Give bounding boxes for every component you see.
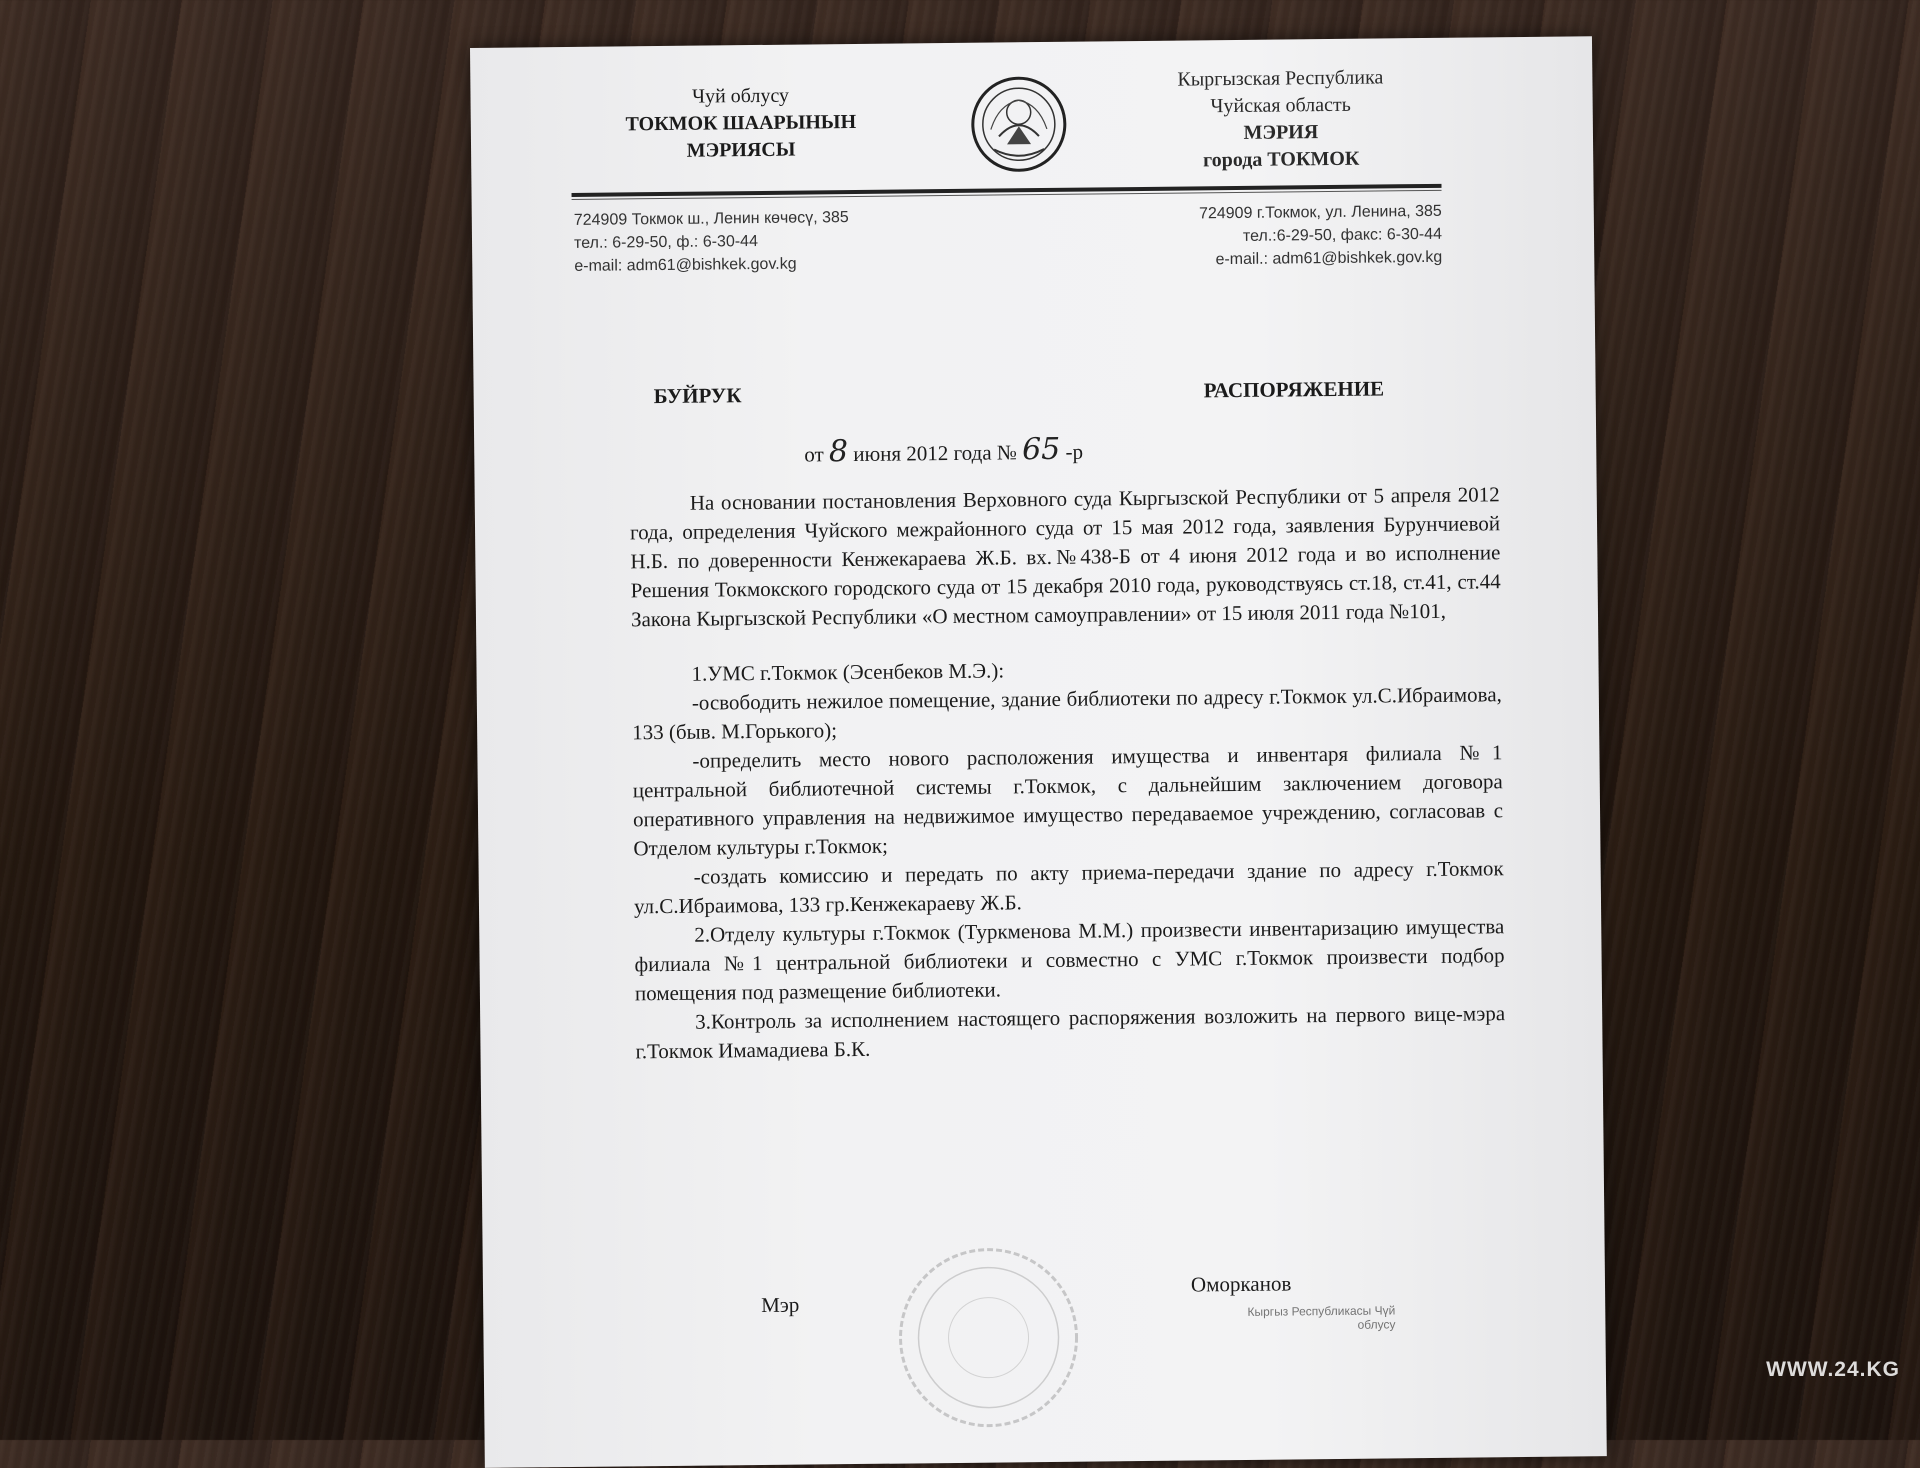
order-number-handwritten: 65 bbox=[1021, 431, 1061, 468]
header-right-city: города ТОКМОК bbox=[1202, 147, 1360, 172]
order-body bbox=[630, 480, 1506, 1066]
header-right-region: Чуйская область bbox=[1210, 93, 1351, 118]
item-1-title: 1.УМС г.Токмок (Эсенбеков М.Э.): bbox=[691, 658, 1005, 686]
date-suffix: -р bbox=[1065, 439, 1084, 464]
item-1-clause-c: -создать комиссию и передать по акту приема-передачи здание по адресу г.Токмок ул.С.Ибраимова, 133 гр.Кенжекараеву Ж.Б. bbox=[633, 856, 1504, 919]
address-right-phone: тел.:6-29-50, факс: 6-30-44 bbox=[1242, 225, 1443, 245]
header-left-city: ТОКМОК ШААРЫНЫН bbox=[625, 110, 857, 136]
state-emblem-icon bbox=[968, 74, 1069, 175]
item-3-paragraph: 3.Контроль за исполнением настоящего распоряжения возложить на первого вице-мэра г.Токмок Имамадиева Б.К. bbox=[635, 1001, 1506, 1064]
round-seal-stamp bbox=[893, 1242, 1085, 1434]
site-watermark: WWW.24.KG bbox=[1766, 1358, 1900, 1381]
address-right-email: e-mail.: adm61@bishkek.gov.kg bbox=[1215, 248, 1443, 269]
header-left bbox=[590, 82, 891, 166]
item-1-clause-b: -определить место нового расположения имущества и инвентаря филиала №1 центральной библиотечной системы г.Токмок, с дальнейшим заключением договора оперативного управления на недвижимое имущество передаваемое учреждению, согласовав с Отделом культуры г.Токмок; bbox=[632, 740, 1504, 861]
doc-type-kyrgyz: БУЙРУК bbox=[653, 383, 742, 409]
header-left-office: МЭРИЯСЫ bbox=[686, 138, 796, 162]
doc-type-russian: РАСПОРЯЖЕНИЕ bbox=[1203, 376, 1385, 403]
address-left-email: e-mail: adm61@bishkek.gov.kg bbox=[574, 255, 797, 275]
address-left-phone: тел.: 6-29-50, ф.: 6-30-44 bbox=[573, 232, 759, 252]
signature-name: Оморканов bbox=[1190, 1271, 1292, 1297]
address-right bbox=[1092, 200, 1443, 273]
item-1-clause-a: -освободить нежилое помещение, здание библиотеки по адресу г.Токмок ул.С.Ибраимова, 133 (быв. М.Горького); bbox=[632, 682, 1502, 745]
date-prefix: от bbox=[804, 442, 824, 467]
document-page bbox=[470, 36, 1607, 1468]
item-2-paragraph: 2.Отделу культуры г.Токмок (Туркменова М.М.) произвести инвентаризацию имущества филиала №1 центральной библиотеки и совместно с УМС г.Токмок произвести подбор помещения под размещение библиотеки. bbox=[634, 914, 1505, 1006]
date-middle: июня 2012 года № bbox=[853, 440, 1017, 467]
preamble-paragraph: На основании постановления Верховного суда Кыргызской Республики от 5 апреля 2012 года, определения Чуйского межрайонного суда от 15 мая 2012 года, заявления Бурунчиевой Н.Б. по доверенности Кенжекараева Ж.Б. вх.№438-Б от 4 июня 2012 года и во исполнение Решения Токмокского городского суда от 15 декабря 2010 года, руководствуясь ст.18, ст.41, ст.44 Закона Кыргызской Республики «О местном самоуправлении» от 15 июля 2011 года №101, bbox=[629, 482, 1501, 632]
header-right bbox=[1110, 64, 1451, 176]
header-left-region: Чуй облусу bbox=[691, 84, 790, 108]
header-right-office: МЭРИЯ bbox=[1243, 121, 1319, 144]
header-right-country: Кыргызская Республика bbox=[1177, 66, 1384, 91]
signature-title: Мэр bbox=[761, 1292, 800, 1318]
address-right-street: 724909 г.Токмок, ул. Ленина, 385 bbox=[1198, 202, 1442, 223]
address-left-street: 724909 Токмок ш., Ленин көчөсү, 385 bbox=[573, 209, 849, 229]
date-day-handwritten: 8 bbox=[828, 434, 849, 470]
address-left bbox=[574, 206, 850, 278]
order-date-line bbox=[804, 432, 1083, 470]
rectangular-stamp-text: Кыргыз Республикасы Чүй облусу bbox=[1247, 1303, 1396, 1332]
